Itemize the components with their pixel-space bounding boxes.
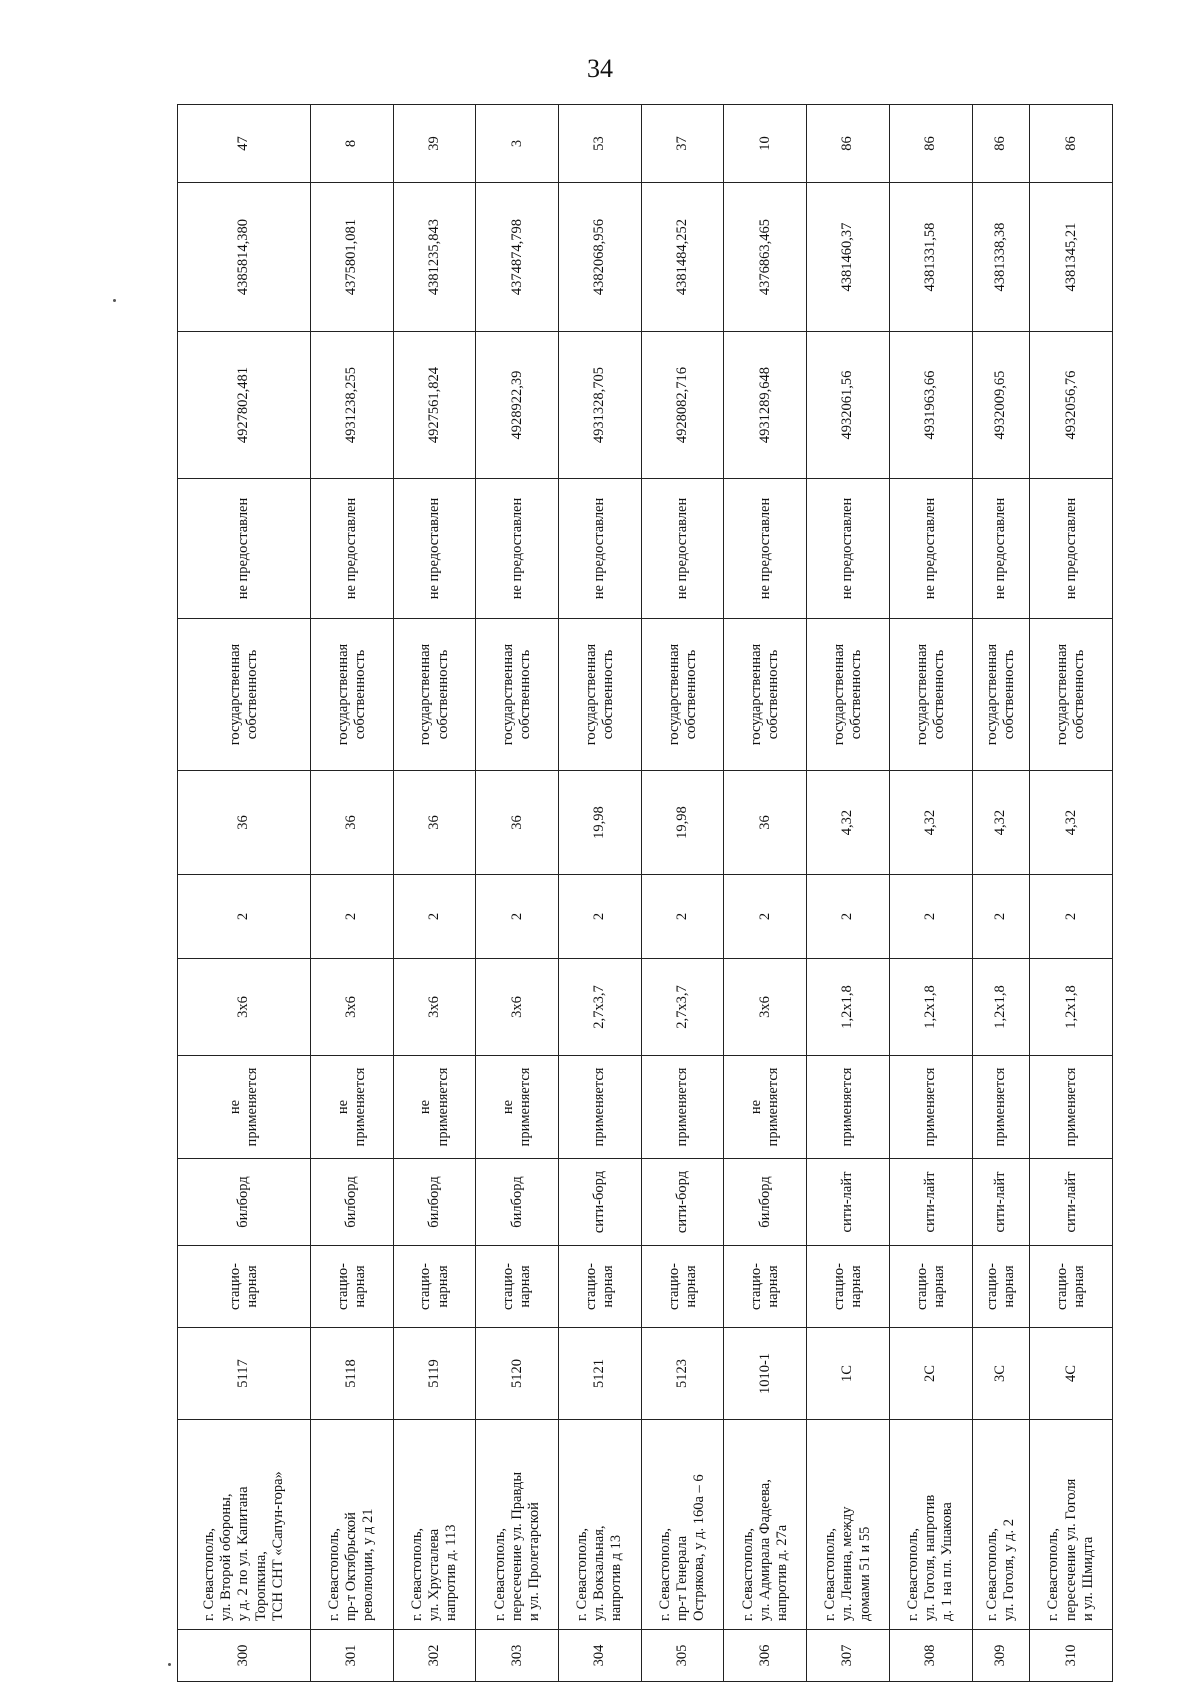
cell-area: 4,32	[972, 771, 1030, 875]
cell-address: г. Севастополь, ул. Гоголя, у д. 2	[972, 1420, 1030, 1630]
table-row	[724, 105, 807, 1682]
cell-lighting: применяется	[1030, 1056, 1113, 1159]
cell-code: 5119	[393, 1328, 476, 1420]
cell-x: 4931238,255	[310, 332, 393, 479]
rotated-table-container	[177, 105, 1113, 1682]
cell-type: сити-лайт	[807, 1159, 890, 1246]
cell-type: билборд	[724, 1159, 807, 1246]
table-row	[807, 105, 890, 1682]
table-row	[393, 105, 476, 1682]
cell-lighting: не применяется	[310, 1056, 393, 1159]
table-row	[641, 105, 724, 1682]
scan-artifact-dot	[113, 299, 116, 302]
cell-cadastral: не предоставлен	[310, 479, 393, 619]
cell-address: г. Севастополь, ул. Второй обороны, у д. 2 по ул. Капитана Торопкина, ТСН СНТ «Сапун-гора»	[178, 1420, 311, 1630]
cell-kind: стацио- нарная	[641, 1246, 724, 1328]
cell-kind: стацио- нарная	[393, 1246, 476, 1328]
cell-x: 4927802,481	[178, 332, 311, 479]
cell-lighting: не применяется	[724, 1056, 807, 1159]
cell-num: 309	[972, 1630, 1030, 1682]
cell-lighting: применяется	[641, 1056, 724, 1159]
cell-x: 4932056,76	[1030, 332, 1113, 479]
cell-last: 86	[972, 105, 1030, 183]
cell-kind: стацио- нарная	[178, 1246, 311, 1328]
cell-lighting: не применяется	[393, 1056, 476, 1159]
cell-kind: стацио- нарная	[724, 1246, 807, 1328]
cell-type: билборд	[178, 1159, 311, 1246]
cell-address: г. Севастополь, ул. Хрусталева напротив д. 113	[393, 1420, 476, 1630]
cell-num: 305	[641, 1630, 724, 1682]
cell-kind: стацио- нарная	[310, 1246, 393, 1328]
cell-lighting: применяется	[559, 1056, 642, 1159]
table-row	[889, 105, 972, 1682]
cell-code: 1010-1	[724, 1328, 807, 1420]
cell-lighting: применяется	[807, 1056, 890, 1159]
cell-ownership: государственная собственность	[641, 619, 724, 771]
cell-ownership: государственная собственность	[724, 619, 807, 771]
cell-address: г. Севастополь, ул. Адмирала Фадеева, напротив д. 27а	[724, 1420, 807, 1630]
cell-sides: 2	[972, 875, 1030, 959]
cell-cadastral: не предоставлен	[972, 479, 1030, 619]
cell-sides: 2	[393, 875, 476, 959]
cell-last: 37	[641, 105, 724, 183]
cell-cadastral: не предоставлен	[889, 479, 972, 619]
cell-code: 3С	[972, 1328, 1030, 1420]
cell-kind: стацио- нарная	[972, 1246, 1030, 1328]
cell-x: 4931289,648	[724, 332, 807, 479]
cell-sides: 2	[889, 875, 972, 959]
cell-y: 4382068,956	[559, 183, 642, 332]
cell-cadastral: не предоставлен	[476, 479, 559, 619]
cell-size: 2,7x3,7	[559, 959, 642, 1056]
cell-sides: 2	[559, 875, 642, 959]
cell-address: г. Севастополь, ул. Вокзальная, напротив д 13	[559, 1420, 642, 1630]
cell-area: 36	[476, 771, 559, 875]
cell-code: 5120	[476, 1328, 559, 1420]
cell-x: 4931328,705	[559, 332, 642, 479]
cell-type: билборд	[393, 1159, 476, 1246]
cell-sides: 2	[641, 875, 724, 959]
cell-ownership: государственная собственность	[476, 619, 559, 771]
table-row	[1030, 105, 1113, 1682]
cell-sides: 2	[178, 875, 311, 959]
cell-lighting: применяется	[972, 1056, 1030, 1159]
cell-last: 53	[559, 105, 642, 183]
table-row	[559, 105, 642, 1682]
cell-x: 4928082,716	[641, 332, 724, 479]
cell-y: 4381338,38	[972, 183, 1030, 332]
cell-last: 86	[889, 105, 972, 183]
cell-y: 4385814,380	[178, 183, 311, 332]
cell-address: г. Севастополь, пр-т Генерала Острякова, у д. 160а – 6	[641, 1420, 724, 1630]
cell-size: 3x6	[476, 959, 559, 1056]
cell-last: 8	[310, 105, 393, 183]
cell-x: 4927561,824	[393, 332, 476, 479]
cell-ownership: государственная собственность	[972, 619, 1030, 771]
cell-code: 2С	[889, 1328, 972, 1420]
cell-type: сити-лайт	[972, 1159, 1030, 1246]
table-row	[178, 105, 311, 1682]
cell-area: 36	[724, 771, 807, 875]
cell-ownership: государственная собственность	[393, 619, 476, 771]
scan-artifact-dot	[168, 1663, 171, 1666]
table-body	[178, 105, 1113, 1682]
page-number: 34	[587, 54, 613, 83]
cell-ownership: государственная собственность	[310, 619, 393, 771]
cell-size: 3x6	[393, 959, 476, 1056]
cell-num: 307	[807, 1630, 890, 1682]
cell-size: 2,7x3,7	[641, 959, 724, 1056]
cell-code: 5118	[310, 1328, 393, 1420]
cell-address: г. Севастополь, пр-т Октябрьской революции, у д 21	[310, 1420, 393, 1630]
cell-lighting: применяется	[889, 1056, 972, 1159]
cell-address: г. Севастополь, ул. Гоголя, напротив д. 1 на пл. Ушакова	[889, 1420, 972, 1630]
cell-area: 36	[310, 771, 393, 875]
cell-y: 4376863,465	[724, 183, 807, 332]
advertising-structures-table	[177, 104, 1113, 1682]
cell-type: сити-борд	[559, 1159, 642, 1246]
cell-kind: стацио- нарная	[889, 1246, 972, 1328]
cell-area: 36	[393, 771, 476, 875]
cell-ownership: государственная собственность	[1030, 619, 1113, 771]
cell-x: 4928922,39	[476, 332, 559, 479]
cell-code: 5123	[641, 1328, 724, 1420]
cell-size: 1,2x1,8	[1030, 959, 1113, 1056]
cell-size: 1,2x1,8	[972, 959, 1030, 1056]
cell-last: 86	[1030, 105, 1113, 183]
cell-last: 86	[807, 105, 890, 183]
cell-y: 4375801,081	[310, 183, 393, 332]
cell-size: 3x6	[178, 959, 311, 1056]
cell-size: 3x6	[310, 959, 393, 1056]
cell-area: 19,98	[641, 771, 724, 875]
cell-type: билборд	[476, 1159, 559, 1246]
cell-cadastral: не предоставлен	[641, 479, 724, 619]
cell-kind: стацио- нарная	[559, 1246, 642, 1328]
cell-type: сити-лайт	[889, 1159, 972, 1246]
cell-code: 5117	[178, 1328, 311, 1420]
cell-last: 10	[724, 105, 807, 183]
cell-x: 4932061,56	[807, 332, 890, 479]
cell-sides: 2	[1030, 875, 1113, 959]
cell-y: 4381460,37	[807, 183, 890, 332]
cell-kind: стацио- нарная	[807, 1246, 890, 1328]
cell-lighting: не применяется	[178, 1056, 311, 1159]
cell-ownership: государственная собственность	[807, 619, 890, 771]
cell-num: 304	[559, 1630, 642, 1682]
cell-cadastral: не предоставлен	[178, 479, 311, 619]
cell-y: 4374874,798	[476, 183, 559, 332]
cell-area: 19,98	[559, 771, 642, 875]
cell-sides: 2	[807, 875, 890, 959]
cell-x: 4932009,65	[972, 332, 1030, 479]
cell-type: сити-борд	[641, 1159, 724, 1246]
cell-sides: 2	[476, 875, 559, 959]
cell-num: 310	[1030, 1630, 1113, 1682]
table-row	[972, 105, 1030, 1682]
cell-sides: 2	[310, 875, 393, 959]
cell-x: 4931963,66	[889, 332, 972, 479]
cell-y: 4381235,843	[393, 183, 476, 332]
cell-num: 301	[310, 1630, 393, 1682]
cell-num: 308	[889, 1630, 972, 1682]
cell-address: г. Севастополь, ул. Ленина, между домами 51 и 55	[807, 1420, 890, 1630]
cell-code: 5121	[559, 1328, 642, 1420]
cell-cadastral: не предоставлен	[1030, 479, 1113, 619]
cell-type: билборд	[310, 1159, 393, 1246]
cell-area: 4,32	[889, 771, 972, 875]
cell-num: 302	[393, 1630, 476, 1682]
cell-last: 47	[178, 105, 311, 183]
cell-num: 300	[178, 1630, 311, 1682]
cell-cadastral: не предоставлен	[807, 479, 890, 619]
cell-address: г. Севастополь, пересечение ул. Правды и ул. Пролетарской	[476, 1420, 559, 1630]
cell-last: 3	[476, 105, 559, 183]
cell-area: 36	[178, 771, 311, 875]
cell-sides: 2	[724, 875, 807, 959]
cell-address: г. Севастополь, пересечение ул. Гоголя и ул. Шмидта	[1030, 1420, 1113, 1630]
cell-cadastral: не предоставлен	[393, 479, 476, 619]
cell-y: 4381484,252	[641, 183, 724, 332]
cell-cadastral: не предоставлен	[559, 479, 642, 619]
cell-code: 4С	[1030, 1328, 1113, 1420]
table-row	[476, 105, 559, 1682]
cell-size: 1,2x1,8	[889, 959, 972, 1056]
cell-y: 4381345,21	[1030, 183, 1113, 332]
cell-ownership: государственная собственность	[178, 619, 311, 771]
cell-size: 3x6	[724, 959, 807, 1056]
table-row	[310, 105, 393, 1682]
cell-ownership: государственная собственность	[889, 619, 972, 771]
cell-num: 303	[476, 1630, 559, 1682]
cell-kind: стацио- нарная	[476, 1246, 559, 1328]
cell-size: 1,2x1,8	[807, 959, 890, 1056]
cell-ownership: государственная собственность	[559, 619, 642, 771]
cell-last: 39	[393, 105, 476, 183]
cell-type: сити-лайт	[1030, 1159, 1113, 1246]
cell-lighting: не применяется	[476, 1056, 559, 1159]
cell-code: 1С	[807, 1328, 890, 1420]
cell-area: 4,32	[1030, 771, 1113, 875]
cell-cadastral: не предоставлен	[724, 479, 807, 619]
cell-num: 306	[724, 1630, 807, 1682]
cell-kind: стацио- нарная	[1030, 1246, 1113, 1328]
cell-area: 4,32	[807, 771, 890, 875]
cell-y: 4381331,58	[889, 183, 972, 332]
